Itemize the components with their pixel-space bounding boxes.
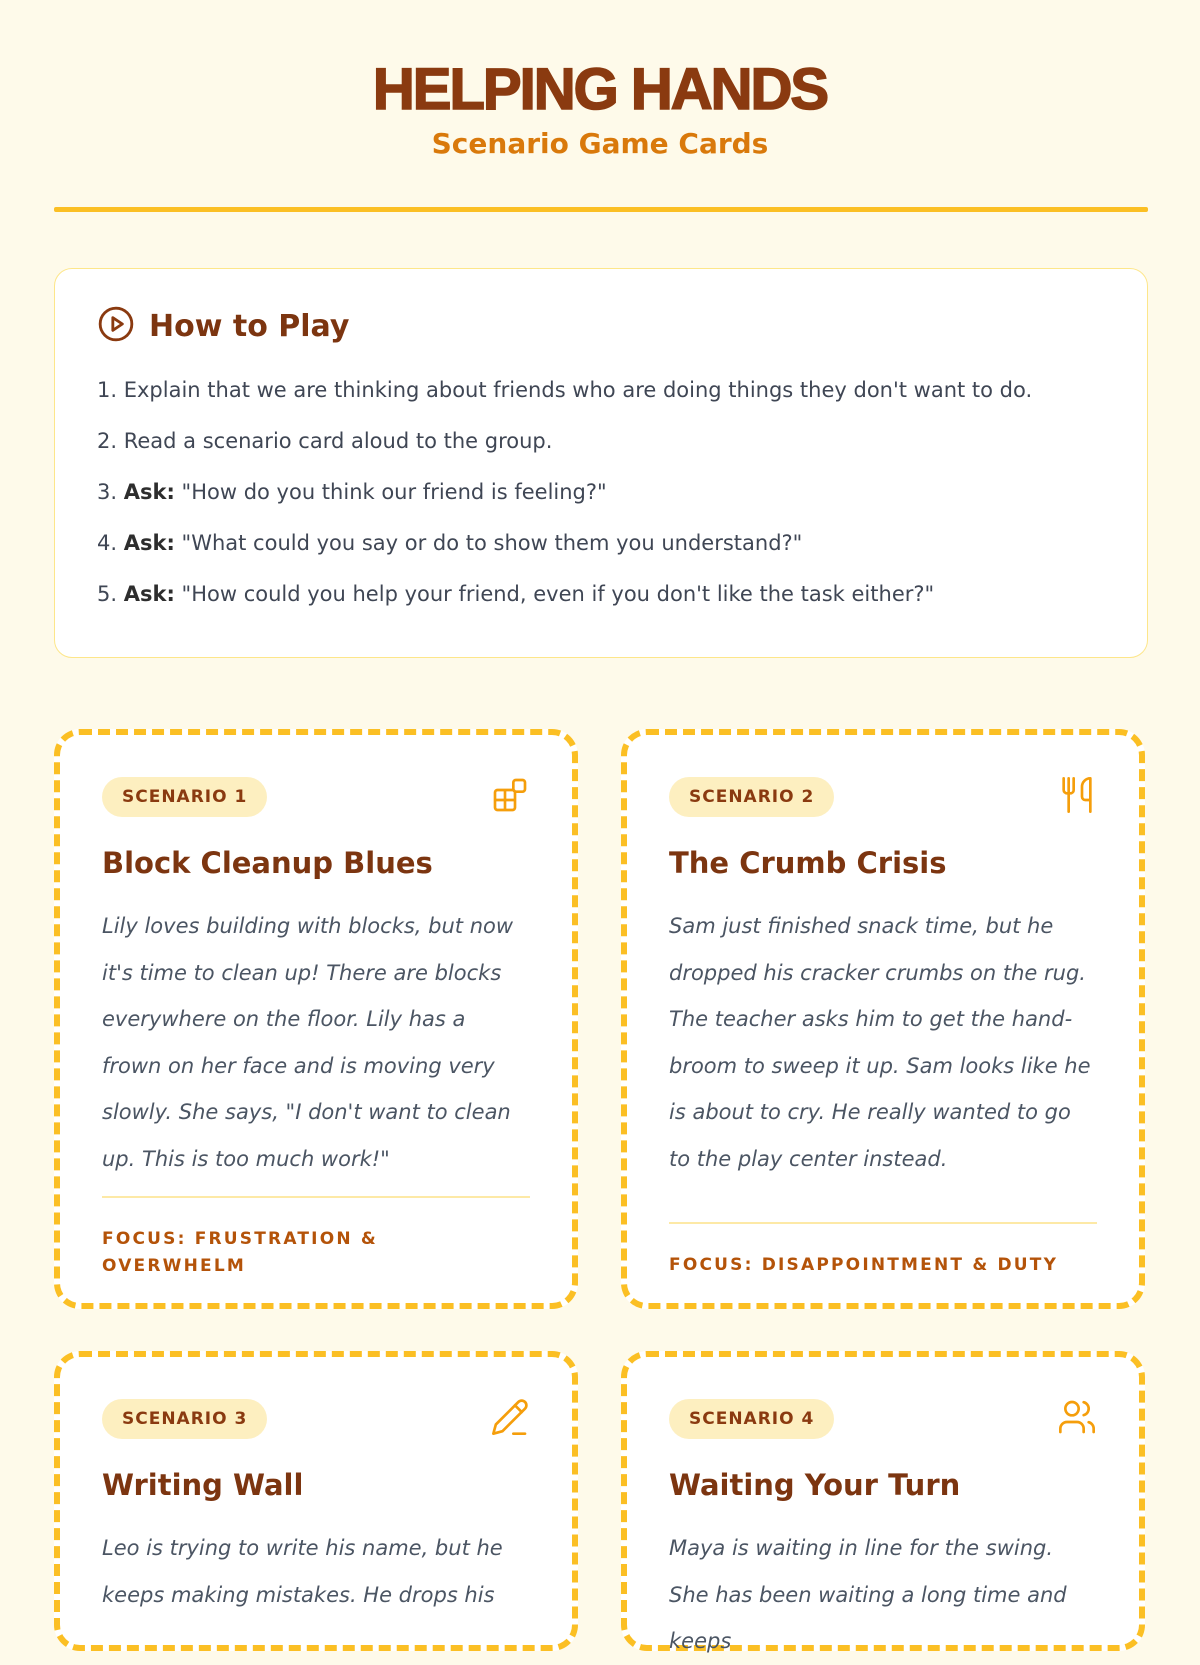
page-subtitle: Scenario Game Cards xyxy=(431,127,769,160)
pencil-icon xyxy=(490,1397,530,1441)
step-item: 3. Ask: "How do you think our friend is feeling?" xyxy=(97,480,607,504)
how-to-play-title: How to Play xyxy=(149,308,350,344)
scenario-title: Waiting Your Turn xyxy=(669,1468,961,1502)
scenario-focus: FOCUS: DISAPPOINTMENT & DUTY xyxy=(669,1254,1059,1275)
scenario-text: Leo is trying to write his name, but he keeps making mistakes. He drops his xyxy=(102,1536,503,1607)
how-to-play-steps xyxy=(97,365,1105,620)
scenario-text: Lily loves building with blocks, but now it's time to clean up! There are blocks everywhere on the floor. Lily has a frown on her face and is moving very slowly. She says, "I don't want to clean up. This is too much work!" xyxy=(102,914,514,1171)
step-item: 5. Ask: "How could you help your friend, even if you don't like the task either?" xyxy=(97,582,935,606)
header-divider xyxy=(54,207,1148,212)
scenario-card-3 xyxy=(54,1351,578,1651)
scenario-card-4 xyxy=(621,1351,1145,1651)
play-circle-icon xyxy=(97,305,135,347)
step-item: 2. Read a scenario card aloud to the group. xyxy=(97,429,553,453)
scenario-badge: SCENARIO 2 xyxy=(669,777,834,817)
step-item: 4. Ask: "What could you say or do to show them you understand?" xyxy=(97,531,803,555)
scenario-focus: FOCUS: FRUSTRATION & OVERWHELM xyxy=(102,1228,378,1276)
how-to-play-header xyxy=(97,305,1105,347)
how-to-play-panel xyxy=(54,268,1148,658)
scenario-text: Maya is waiting in line for the swing. She has been waiting a long time and keeps xyxy=(669,1536,1067,1653)
scenario-title: The Crumb Crisis xyxy=(669,846,947,880)
step-item: 1. Explain that we are thinking about friends who are doing things they don't want to do. xyxy=(97,378,1033,402)
scenario-badge: SCENARIO 4 xyxy=(669,1399,834,1439)
card-divider xyxy=(102,1196,530,1198)
scenario-text: Sam just finished snack time, but he dropped his cracker crumbs on the rug. The teacher asks him to get the hand-broom to sweep it up. Sam looks like he is about to cry. He really wanted to go to the play center instead. xyxy=(669,914,1091,1171)
page-title: HELPING HANDS xyxy=(372,57,828,122)
page-header xyxy=(0,0,1200,162)
scenario-title: Block Cleanup Blues xyxy=(102,846,433,880)
users-icon xyxy=(1057,1397,1097,1441)
card-divider xyxy=(669,1222,1097,1224)
scenario-title: Writing Wall xyxy=(102,1468,304,1502)
scenario-card-1 xyxy=(54,729,578,1309)
scenario-card-2 xyxy=(621,729,1145,1309)
blocks-icon xyxy=(490,775,530,819)
utensils-icon xyxy=(1057,775,1097,819)
scenario-badge: SCENARIO 1 xyxy=(102,777,267,817)
scenario-badge: SCENARIO 3 xyxy=(102,1399,267,1439)
